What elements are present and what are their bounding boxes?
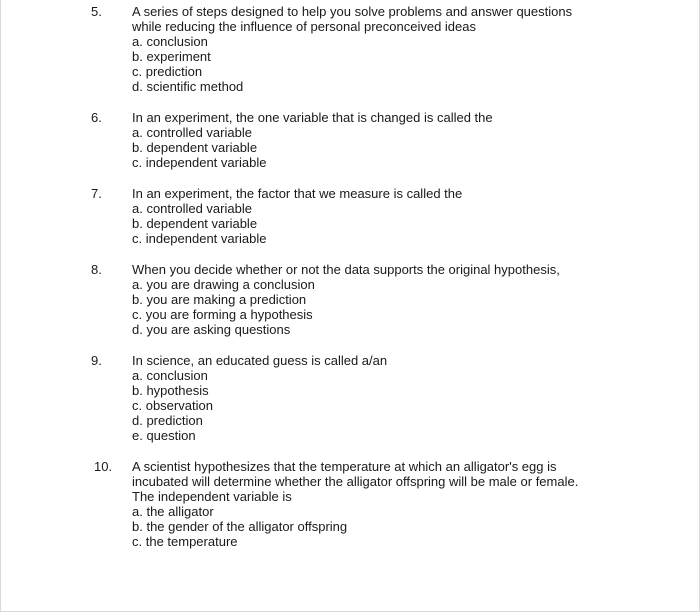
answer-option: c. you are forming a hypothesis — [132, 307, 313, 322]
answer-options — [132, 368, 602, 443]
answer-option: a. controlled variable — [132, 125, 252, 140]
answer-option: c. independent variable — [132, 155, 267, 170]
answer-option: a. conclusion — [132, 368, 208, 383]
answer-options — [132, 504, 602, 549]
answer-option: c. independent variable — [132, 231, 267, 246]
question-stem-line: In an experiment, the factor that we measure is called the — [132, 186, 463, 201]
answer-option: b. hypothesis — [132, 383, 209, 398]
answer-option: c. observation — [132, 398, 213, 413]
answer-option: a. the alligator — [132, 504, 214, 519]
question-stem-line: while reducing the influence of personal preconceived ideas — [132, 19, 476, 34]
question-number: 8. — [91, 262, 102, 277]
question-number: 6. — [91, 110, 102, 125]
answer-option: b. the gender of the alligator offspring — [132, 519, 348, 534]
question-body — [132, 186, 602, 246]
question-body — [132, 262, 602, 337]
answer-option: c. prediction — [132, 64, 203, 79]
answer-option: b. experiment — [132, 49, 211, 64]
question-number: 7. — [91, 186, 102, 201]
answer-option: d. prediction — [132, 413, 203, 428]
question-stem-line: incubated will determine whether the alligator offspring will be male or female. — [132, 474, 579, 489]
answer-option: a. you are drawing a conclusion — [132, 277, 315, 292]
answer-option: c. the temperature — [132, 534, 238, 549]
question-stem-line: In science, an educated guess is called a/an — [132, 353, 388, 368]
answer-options — [132, 277, 602, 337]
question-body — [132, 459, 602, 549]
answer-options — [132, 201, 602, 246]
answer-options — [132, 34, 602, 94]
question-stem-line: When you decide whether or not the data supports the original hypothesis, — [132, 262, 560, 277]
question-body — [132, 353, 602, 443]
question-stem-line: In an experiment, the one variable that is changed is called the — [132, 110, 493, 125]
question-body — [132, 4, 602, 94]
question-number: 9. — [91, 353, 102, 368]
question-stem-line: A scientist hypothesizes that the temperature at which an alligator's egg is — [132, 459, 557, 474]
question-stem-line: A series of steps designed to help you solve problems and answer questions — [132, 4, 573, 19]
question-stem-line: The independent variable is — [132, 489, 292, 504]
answer-option: d. you are asking questions — [132, 322, 291, 337]
answer-option: b. you are making a prediction — [132, 292, 307, 307]
question-number: 5. — [91, 4, 102, 19]
question-body — [132, 110, 602, 170]
answer-option: a. conclusion — [132, 34, 208, 49]
answer-option: d. scientific method — [132, 79, 244, 94]
answer-option: b. dependent variable — [132, 216, 258, 231]
answer-options — [132, 125, 602, 170]
answer-option: e. question — [132, 428, 196, 443]
question-number: 10. — [94, 459, 113, 474]
answer-option: a. controlled variable — [132, 201, 252, 216]
answer-option: b. dependent variable — [132, 140, 258, 155]
